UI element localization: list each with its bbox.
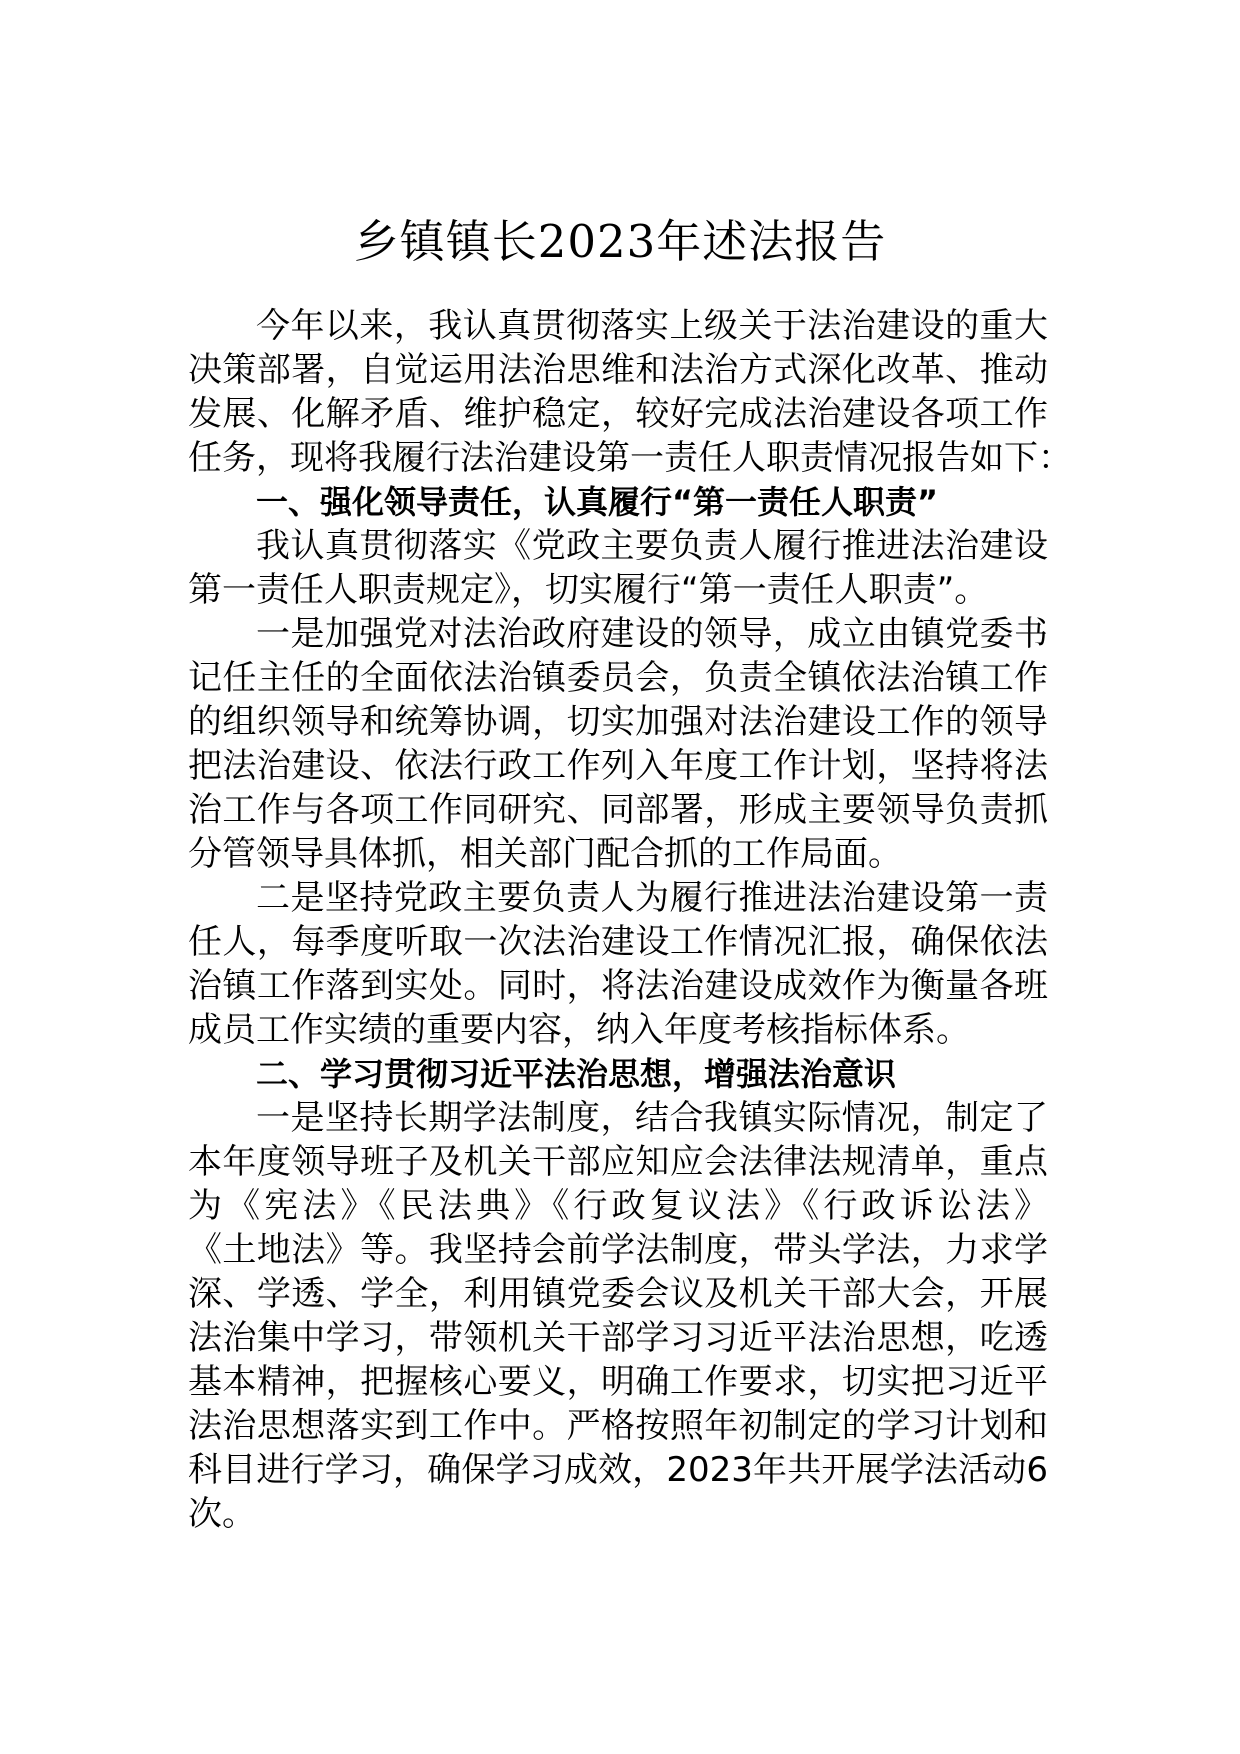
paragraph-line: 本年度领导班子及机关干部应知应会法律法规清单，重点 bbox=[188, 1142, 1048, 1182]
paragraph-line: 一是坚持长期学法制度，结合我镇实际情况，制定了 bbox=[256, 1098, 1048, 1138]
section-heading-2: 二、学习贯彻习近平法治思想，增强法治意识 bbox=[256, 1055, 897, 1093]
document-title: 乡镇镇长2023年述法报告 bbox=[353, 215, 887, 268]
paragraph-line: 成员工作实绩的重要内容，纳入年度考核指标体系。 bbox=[188, 1010, 970, 1050]
paragraph-line: 治镇工作落到实处。同时，将法治建设成效作为衡量各班 bbox=[188, 966, 1048, 1006]
paragraph-line: 基本精神，把握核心要义，明确工作要求，切实把习近平 bbox=[188, 1362, 1048, 1402]
paragraph-line: 《土地法》等。我坚持会前学法制度，带头学法，力求学 bbox=[188, 1230, 1048, 1270]
paragraph-line: 记任主任的全面依法治镇委员会，负责全镇依法治镇工作 bbox=[188, 658, 1048, 698]
paragraph-line: 次。 bbox=[188, 1494, 256, 1534]
paragraph-line: 二是坚持党政主要负责人为履行推进法治建设第一责 bbox=[256, 878, 1048, 918]
paragraph-line: 决策部署，自觉运用法治思维和法治方式深化改革、推动 bbox=[188, 350, 1048, 390]
paragraph-line: 为《宪法》《民法典》《行政复议法》《行政诉讼法》 bbox=[188, 1186, 1048, 1226]
paragraph-line: 我认真贯彻落实《党政主要负责人履行推进法治建设 bbox=[256, 526, 1048, 566]
section-heading-1: 一、强化领导责任，认真履行“第一责任人职责” bbox=[256, 483, 939, 521]
paragraph-line: 一是加强党对法治政府建设的领导，成立由镇党委书 bbox=[256, 614, 1048, 654]
paragraph-line: 第一责任人职责规定》，切实履行“第一责任人职责”。 bbox=[188, 570, 989, 610]
paragraph-line: 科目进行学习，确保学习成效，2023年共开展学法活动6 bbox=[188, 1450, 1048, 1490]
paragraph-line: 任务，现将我履行法治建设第一责任人职责情况报告如下： bbox=[188, 438, 1072, 478]
paragraph-line: 深、学透、学全，利用镇党委会议及机关干部大会，开展 bbox=[188, 1274, 1048, 1314]
paragraph-line: 今年以来，我认真贯彻落实上级关于法治建设的重大 bbox=[256, 306, 1048, 346]
paragraph-line: 治工作与各项工作同研究、同部署，形成主要领导负责抓 bbox=[188, 790, 1048, 830]
paragraph-line: 把法治建设、依法行政工作列入年度工作计划，坚持将法 bbox=[188, 746, 1048, 786]
paragraph-line: 任人，每季度听取一次法治建设工作情况汇报，确保依法 bbox=[188, 922, 1048, 962]
paragraph-line: 发展、化解矛盾、维护稳定，较好完成法治建设各项工作 bbox=[188, 394, 1048, 434]
paragraph-line: 法治集中学习，带领机关干部学习习近平法治思想，吃透 bbox=[188, 1318, 1048, 1358]
paragraph-line: 的组织领导和统筹协调，切实加强对法治建设工作的领导 bbox=[188, 702, 1048, 742]
paragraph-line: 分管领导具体抓，相关部门配合抓的工作局面。 bbox=[188, 834, 902, 874]
paragraph-line: 法治思想落实到工作中。严格按照年初制定的学习计划和 bbox=[188, 1406, 1048, 1446]
